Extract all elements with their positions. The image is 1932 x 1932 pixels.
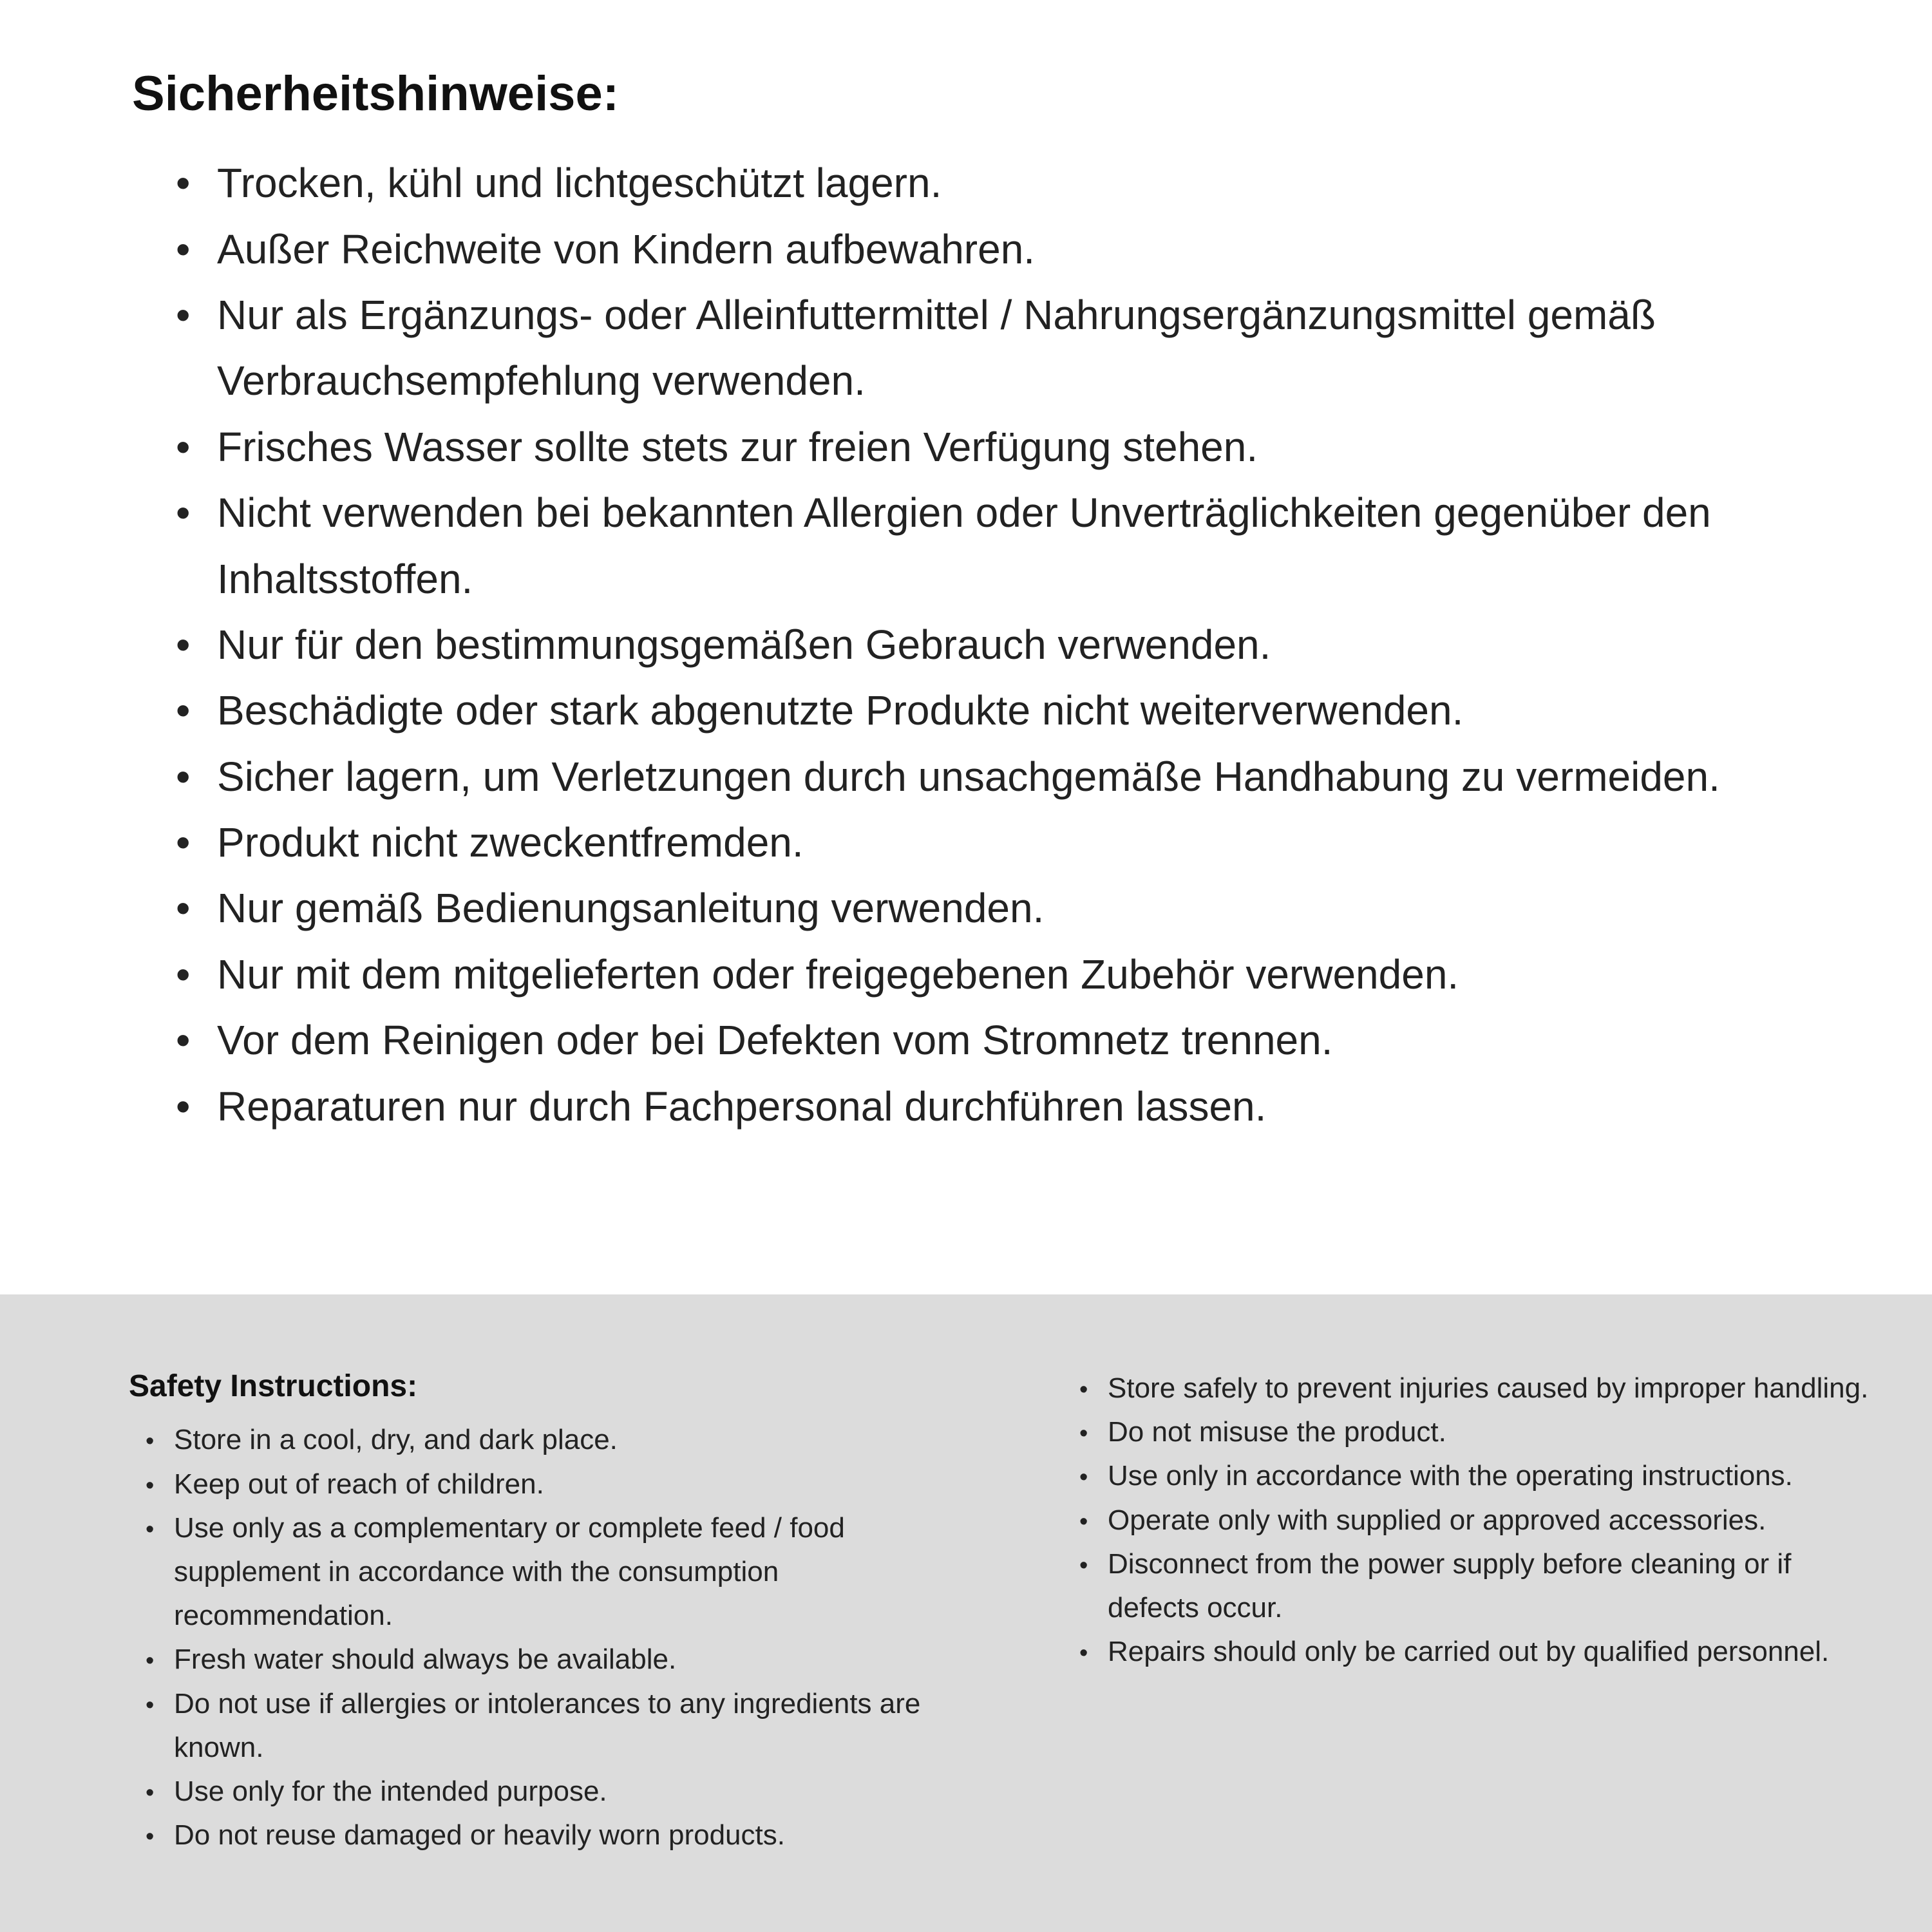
list-item: • Produkt nicht zweckentfremden. — [176, 810, 1803, 875]
list-item: • Do not use if allergies or intolerances to any ingredients are known. — [146, 1682, 985, 1770]
list-item: • Trocken, kühl und lichtgeschützt lagern. — [176, 150, 1803, 216]
list-item: • Use only in accordance with the operating instructions. — [1079, 1454, 1880, 1498]
list-item: • Disconnect from the power supply before cleaning or if defects occur. — [1079, 1542, 1880, 1630]
english-safety-list-right — [1063, 1367, 1880, 1674]
list-item: • Nur mit dem mitgelieferten oder freigegebenen Zubehör verwenden. — [176, 942, 1803, 1007]
list-item: • Nicht verwenden bei bekannten Allergien oder Unverträglichkeiten gegenüber den Inhaltsstoffen. — [176, 480, 1803, 612]
list-item: • Beschädigte oder stark abgenutzte Produkte nicht weiterverwenden. — [176, 677, 1803, 743]
german-section-title: Sicherheitshinweise: — [132, 66, 620, 121]
english-left-column — [129, 1367, 985, 1857]
list-item: • Use only for the intended purpose. — [146, 1770, 985, 1814]
list-item: • Repairs should only be carried out by qualified personnel. — [1079, 1630, 1880, 1674]
english-section-title: Safety Instructions: — [129, 1369, 418, 1403]
list-item: • Nur gemäß Bedienungsanleitung verwenden. — [176, 875, 1803, 941]
list-item: • Nur als Ergänzungs- oder Alleinfuttermittel / Nahrungsergänzungsmittel gemäß Verbrauchsempfehlung verwenden. — [176, 282, 1803, 414]
list-item: • Vor dem Reinigen oder bei Defekten vom Stromnetz trennen. — [176, 1007, 1803, 1073]
german-safety-list — [132, 150, 1803, 1139]
english-safety-list-left — [129, 1418, 985, 1857]
list-item: • Operate only with supplied or approved accessories. — [1079, 1499, 1880, 1542]
list-item: • Außer Reichweite von Kindern aufbewahren. — [176, 216, 1803, 282]
list-item: • Fresh water should always be available. — [146, 1638, 985, 1681]
list-item: • Frisches Wasser sollte stets zur freien Verfügung stehen. — [176, 414, 1803, 480]
list-item: • Use only as a complementary or complete feed / food supplement in accordance with the consumption recommendation. — [146, 1506, 985, 1638]
list-item: • Nur für den bestimmungsgemäßen Gebrauch verwenden. — [176, 612, 1803, 677]
english-safety-section — [0, 1294, 1932, 1932]
list-item: • Store in a cool, dry, and dark place. — [146, 1418, 985, 1462]
list-item: • Store safely to prevent injuries caused by improper handling. — [1079, 1367, 1880, 1410]
list-item: • Do not reuse damaged or heavily worn products. — [146, 1814, 985, 1857]
list-item: • Do not misuse the product. — [1079, 1410, 1880, 1454]
list-item: • Sicher lagern, um Verletzungen durch unsachgemäße Handhabung zu vermeiden. — [176, 744, 1803, 810]
list-item: • Reparaturen nur durch Fachpersonal durchführen lassen. — [176, 1074, 1803, 1139]
english-right-column — [1063, 1367, 1880, 1674]
list-item: • Keep out of reach of children. — [146, 1463, 985, 1506]
